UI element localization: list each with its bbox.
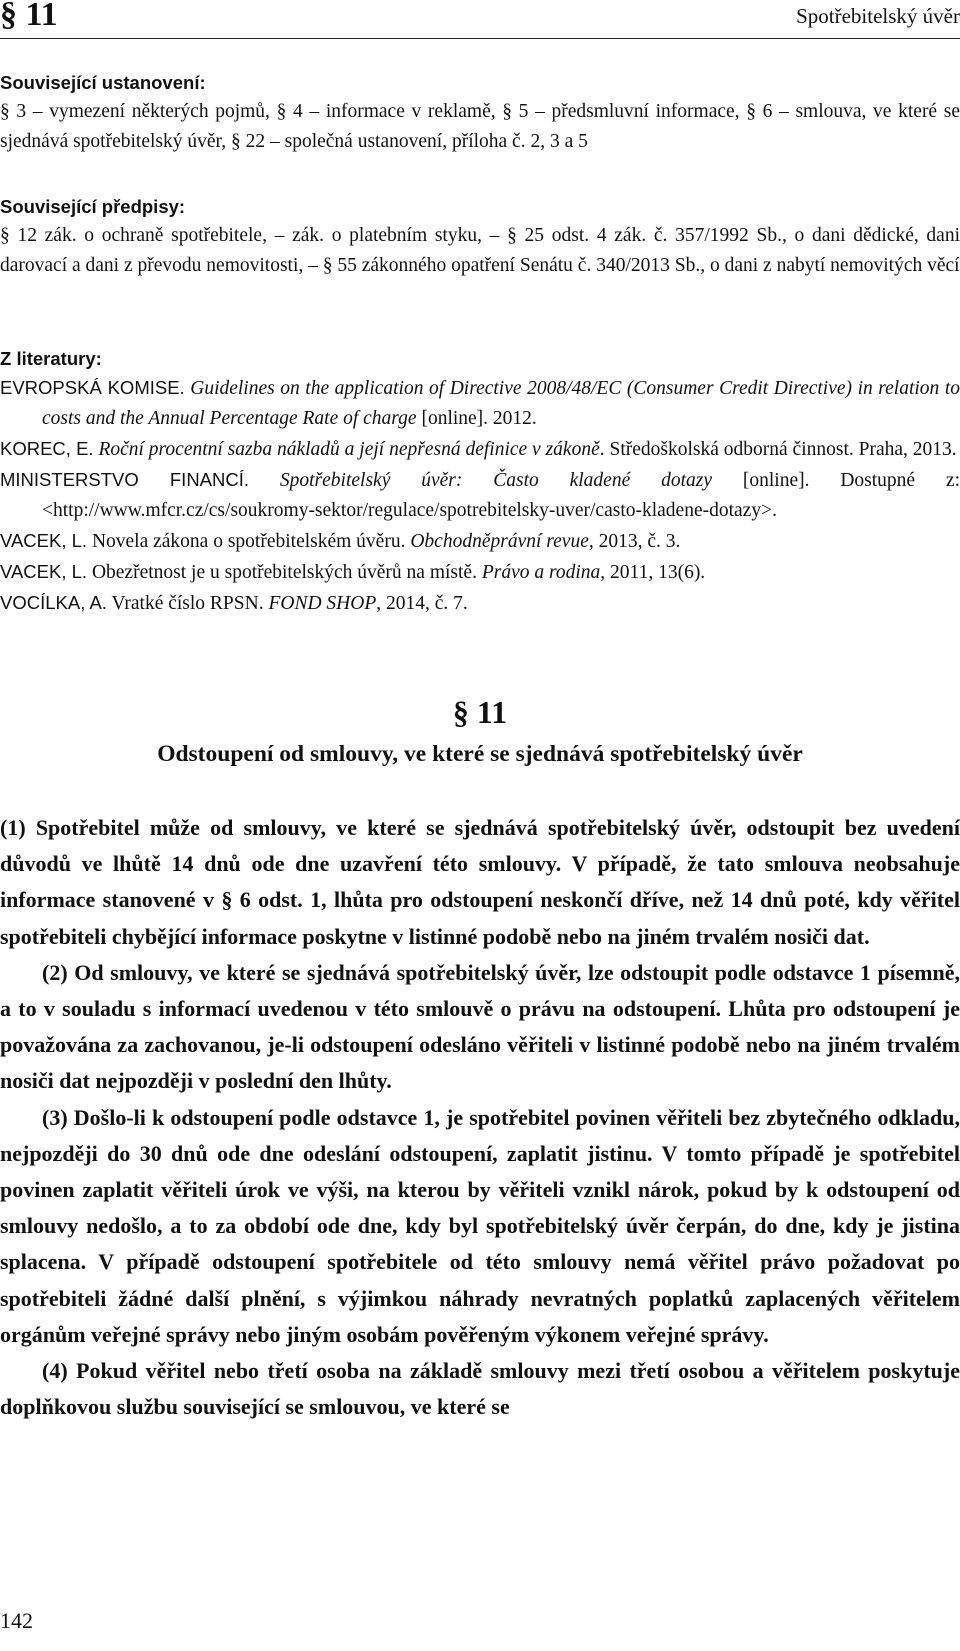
ref-author: MINISTERSTVO FINANCÍ. [0,469,250,490]
literature-ref [0,526,960,557]
paragraph-3: (3) Došlo-li k odstoupení podle odstavce 1, je spotřebitel povinen věřiteli bez zbytečného odkladu, nejpozději do 30 dnů ode dne odeslání odstoupení, zaplatit jistinu. V tomto případě je spotřebitel povinen zaplatit věřiteli úrok ve výši, na kterou by věřiteli vznikl nárok, pokud by k odstoupení od smlouvy nedošlo, a to za období ode dne, kdy byl spotřebitelský úvěr čerpán, do dne, kdy je jistina splacena. V případě odstoupení spotřebitele od této smlouvy nemá věřitel právo požadovat po spotřebiteli žádné další plnění, s výjimkou náhrady nevratných poplatků zaplacených věřitelem orgánům veřejné správy nebo jiným osobám pověřeným výkonem veřejné správy. [0,1104,960,1347]
header-section-number: § 11 [0,0,58,33]
ref-author: VACEK, L. [0,561,88,582]
ref-journal: Obchodněprávní revue [410,531,589,552]
ref-details: , 2011, 13(6). [600,562,706,583]
ref-details: [online]. Dostupné z: <http://www.mfcr.cz/cs/soukromy-sektor/regulace/spotrebitelsky-uver/casto-kladene-dotazy>. [42,470,960,521]
ref-title: Roční procentní sazba nákladů a její nepřesná definice v zákoně [98,439,600,460]
literature-ref [0,588,960,619]
literature-ref [0,373,960,434]
ref-details: , 2014, č. 7. [376,593,468,614]
header-running-title: Spotřebitelský úvěr [796,4,960,28]
ref-journal: FOND SHOP [268,593,377,614]
ref-author: VOCÍLKA, A. [0,592,107,613]
ref-article: Obezřetnost je u spotřebitelských úvěrů na místě. [91,562,477,583]
section-number: § 11 [452,694,508,730]
ref-title: Guidelines on the application of Directive 2008/48/EC (Consumer Credit Directive) in relation to costs and the Annual Percentage Rate of charge [42,378,960,429]
related-regulations-text: § 12 zák. o ochraně spotřebitele, – zák. o platebním styku, – § 25 odst. 4 zák. č. 357/1992 Sb., o dani dědické, dani darovací a dani z převodu nemovitosti, – § 55 zákonného opatření Senátu č. 340/2013 Sb., o dani z nabytí nemovitých věcí [0,225,960,276]
section-body [0,810,960,1425]
page-number: 142 [0,1608,33,1633]
related-regulations-heading: Související předpisy: [0,196,186,217]
ref-author: EVROPSKÁ KOMISE. [0,377,185,398]
ref-details: , 2013, č. 3. [588,531,681,552]
ref-author: VACEK, L. [0,530,88,551]
literature-heading: Z literatury: [0,348,102,369]
section-title: Odstoupení od smlouvy, ve které se sjednává spotřebitelský úvěr [157,741,803,767]
ref-author: KOREC, E. [0,438,94,459]
related-provisions-text: § 3 – vymezení některých pojmů, § 4 – informace v reklamě, § 5 – předsmluvní informace, § 6 – smlouva, ve které se sjednává spotřebitelský úvěr, § 22 – společná ustanovení, příloha č. 2, 3 a 5 [0,101,960,152]
paragraph-2: (2) Od smlouvy, ve které se sjednává spotřebitelský úvěr, lze odstoupit podle odstavce 1 písemně, a to v souladu s informací uvedenou v této smlouvě o právu na odstoupení. Lhůta pro odstoupení je považována za zachovanou, je-li odstoupení odesláno věřiteli v listinné podobě nebo na jiném trvalém nosiči dat nejpozději v poslední den lhůty. [0,959,960,1094]
ref-details: . Středoškolská odborná činnost. Praha, 2013. [599,439,957,460]
related-regulations [0,192,960,281]
literature-ref [0,465,960,526]
literature [0,344,960,619]
paragraph-1: (1) Spotřebitel může od smlouvy, ve které se sjednává spotřebitelský úvěr, odstoupit bez uvedení důvodů ve lhůtě 14 dnů ode dne uzavření této smlouvy. V případě, že tato smlouva neobsahuje informace stanovené v § 6 odst. 1, lhůta pro odstoupení neskončí dříve, než 14 dnů poté, kdy věřitel spotřebiteli chybějící informace poskytne v listinné podobě nebo na jiném trvalém nosiči dat. [0,815,960,949]
related-provisions-heading: Související ustanovení: [0,72,206,93]
related-provisions [0,68,960,157]
ref-journal: Právo a rodina [481,562,601,583]
ref-details: [online]. 2012. [421,408,537,429]
ref-article: Novela zákona o spotřebitelském úvěru. [91,531,406,552]
literature-ref [0,434,960,465]
ref-article: Vratké číslo RPSN. [111,593,264,614]
header-divider [0,38,960,39]
page-header [0,0,960,40]
section-heading [0,690,960,774]
literature-ref [0,557,960,588]
paragraph-4: (4) Pokud věřitel nebo třetí osoba na základě smlouvy mezi třetí osobou a věřitelem poskytuje doplňkovou službu související se smlouvou, ve které se [0,1358,960,1420]
ref-title: Spotřebitelský úvěr: Často kladené dotazy [279,470,712,491]
